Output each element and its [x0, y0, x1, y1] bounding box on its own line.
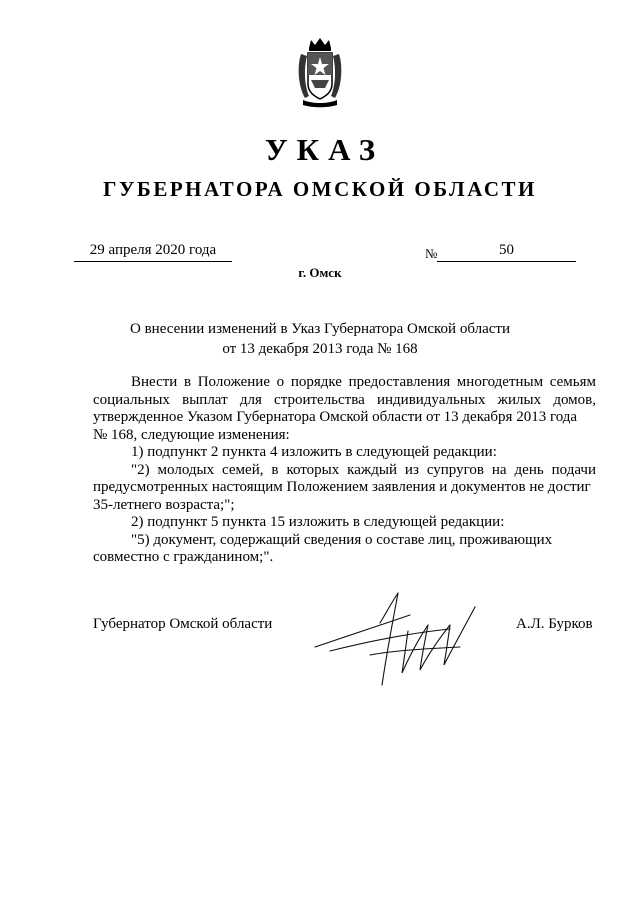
decree-date: 29 апреля 2020 года: [74, 242, 232, 262]
paragraph-5: "5) документ, содержащий сведения о составе лиц, проживающих: [131, 531, 553, 548]
decree-city: г. Омск: [298, 265, 342, 280]
document-subtitle: ГУБЕРНАТОРА ОМСКОЙ ОБЛАСТИ: [103, 177, 537, 201]
signer-name: А.Л. Бурков: [516, 616, 593, 632]
handwritten-signature-icon: [310, 585, 490, 690]
paragraph-5-end: совместно с гражданином;".: [93, 549, 274, 565]
paragraph-1-end: № 168, следующие изменения:: [93, 426, 290, 443]
paragraph-4: 2) подпункт 5 пункта 15 изложить в следующей редакции:: [131, 514, 505, 530]
decree-number: 50: [437, 242, 576, 262]
heading-line-1: О внесении изменений в Указ Губернатора Омской области: [130, 321, 510, 337]
paragraph-2: 1) подпункт 2 пункта 4 изложить в следующей редакции:: [131, 444, 497, 460]
omsk-oblast-coat-of-arms-icon: [295, 36, 345, 108]
paragraph-3-end: 35-летнего возраста;";: [93, 496, 235, 513]
paragraph-3: "2) молодых семей, в которых каждый из супругов на день подачи предусмотренных настоящим Положением заявления и документов не достиг: [93, 461, 596, 495]
document-title: УКАЗ: [264, 132, 385, 167]
number-sign: №: [425, 246, 438, 261]
decree-heading: [0, 319, 640, 359]
heading-line-2: от 13 декабря 2013 года № 168: [222, 341, 418, 357]
paragraph-1: Внести в Положение о порядке предоставления многодетным семьям социальных выплат для строительства индивидуальных жилых домов, утвержденное Указом Губернатора Омской области от 13 декабря 2013 года: [93, 374, 596, 425]
signer-title: Губернатор Омской области: [93, 616, 273, 632]
decree-body: [93, 374, 596, 567]
